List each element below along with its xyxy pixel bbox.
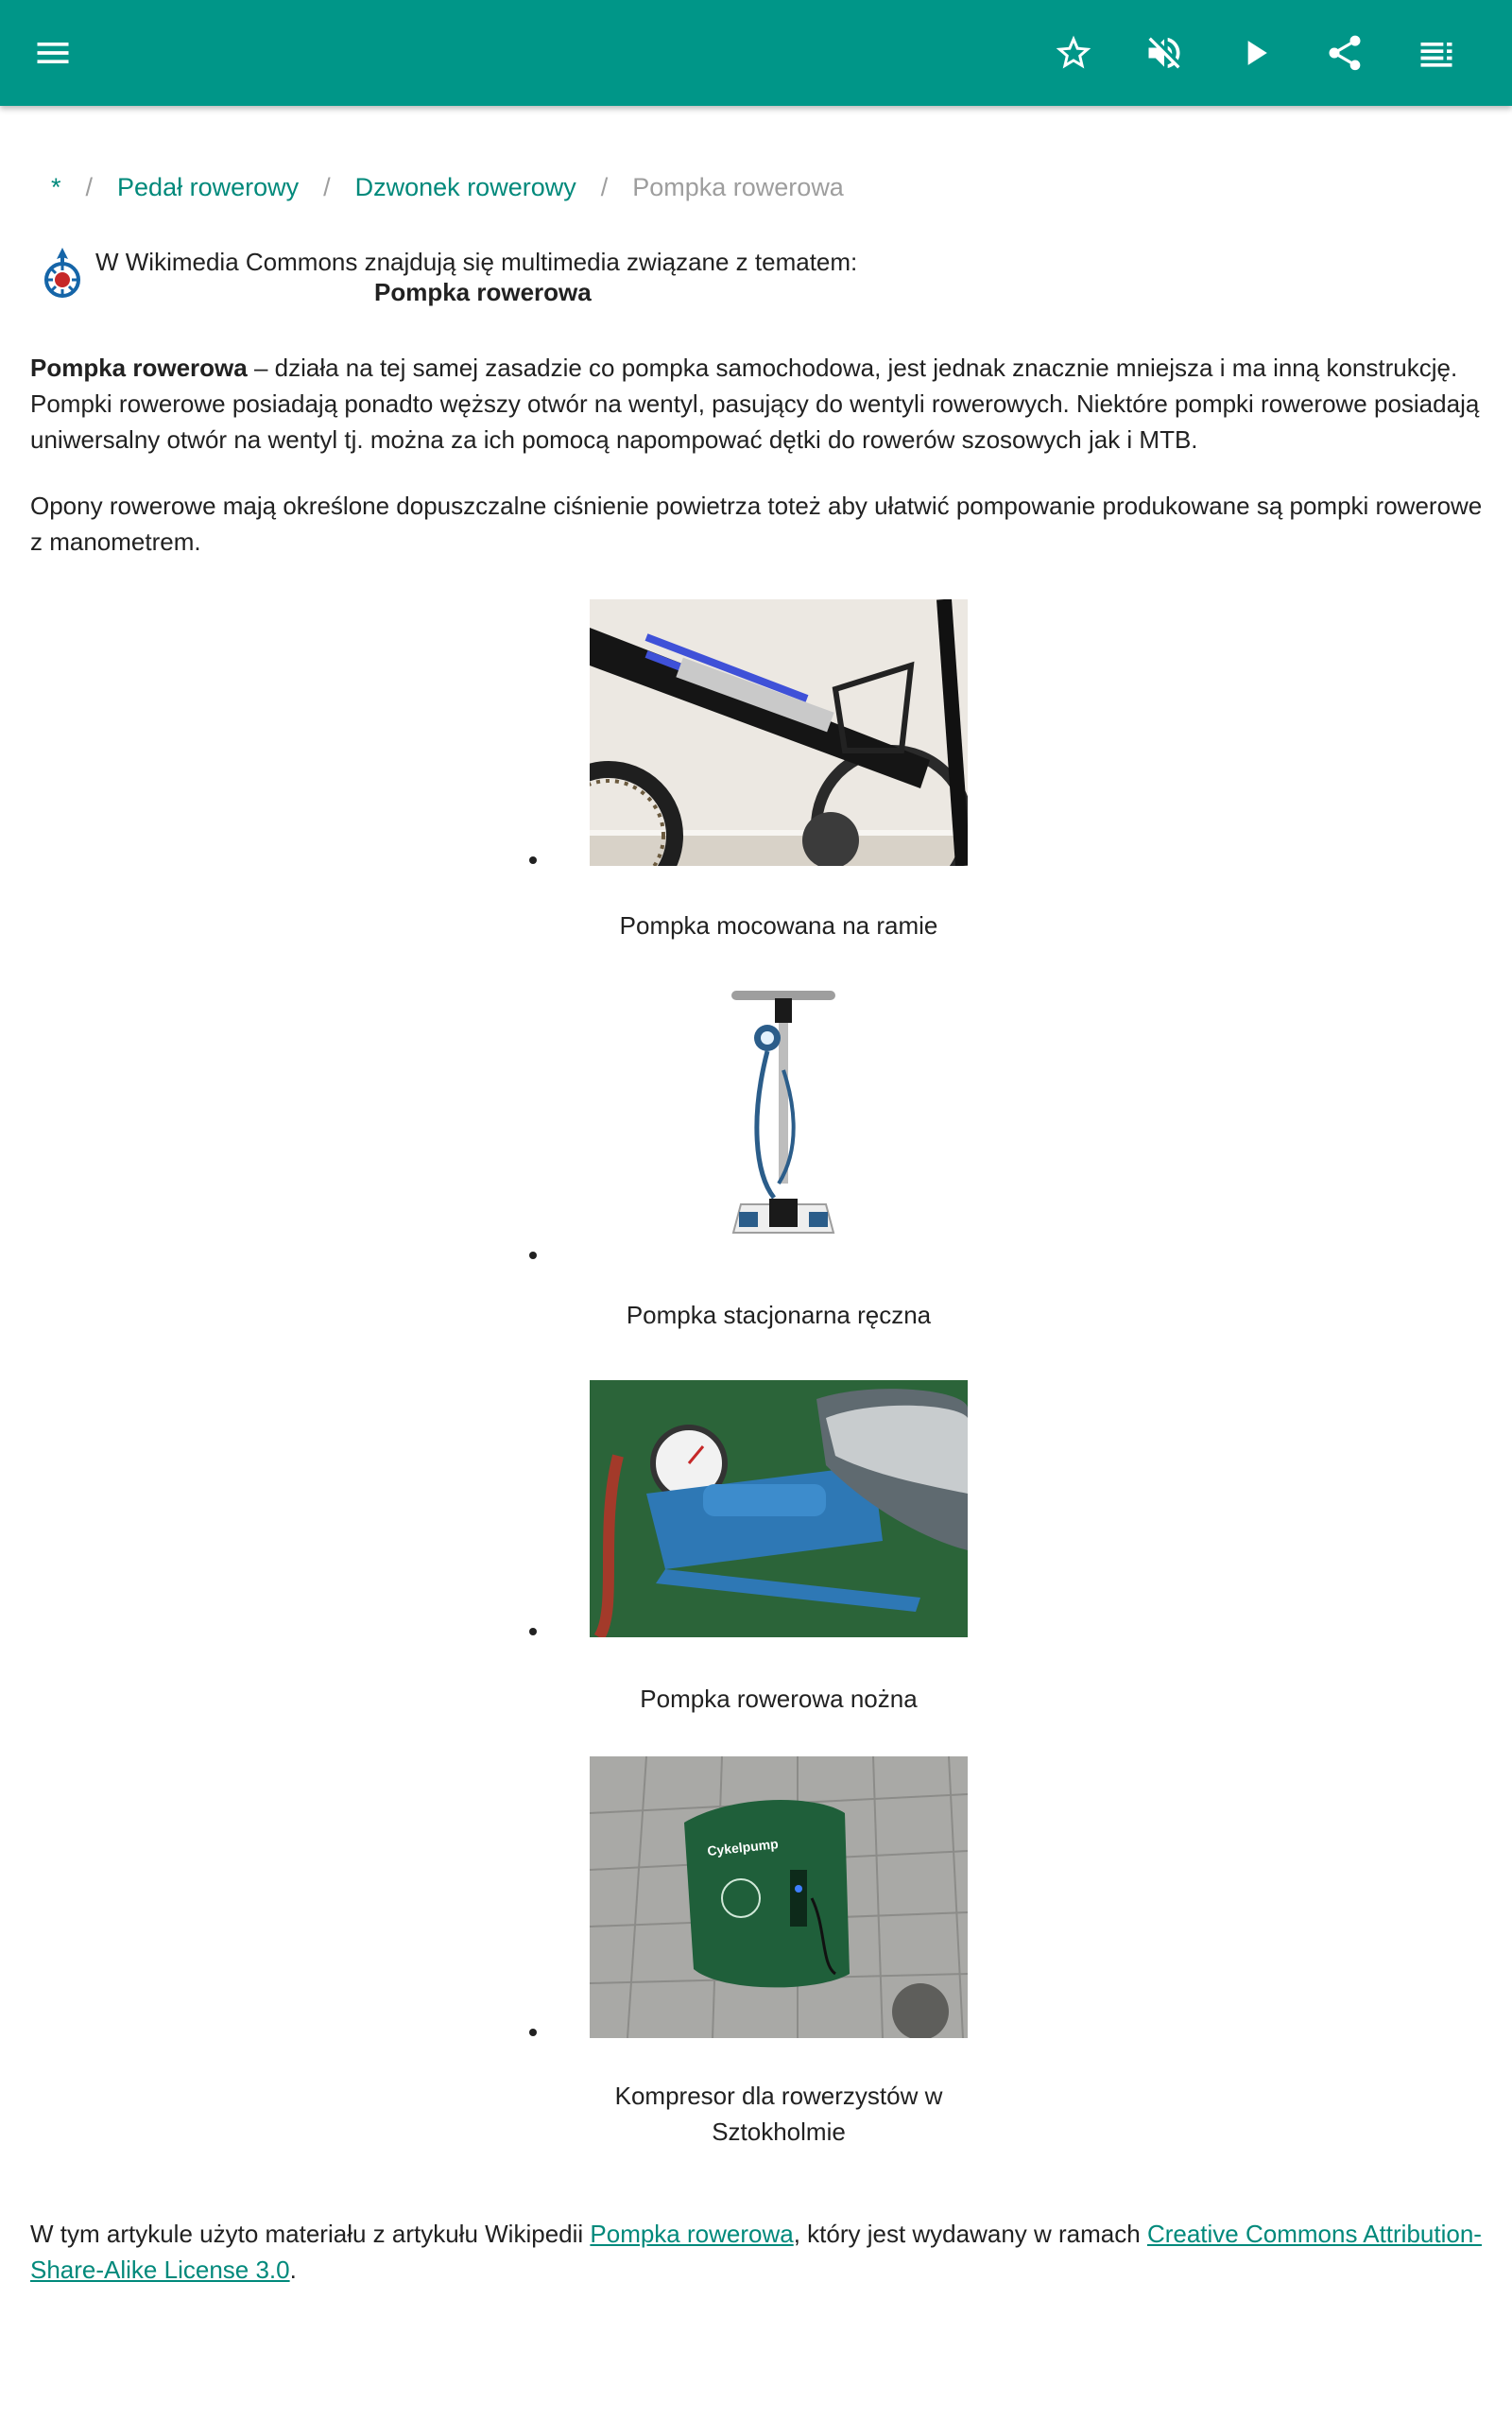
- breadcrumb: [30, 168, 844, 206]
- article-paragraph-1-text: – działa na tej samej zasadzie co pompka samochodowa, jest jednak znacznie mniejsza i ma inną konstrukcję. Pompki rowerowe posiadają ponadto węższy otwór na wentyl, pasujący do wentyli rowerowych. Niektóre pompki rowerowe posiadają uniwersalny otwór na wentyl tj. można za ich pomocą napompować dętki do rowerów szosowych jak i MTB.: [30, 354, 1480, 454]
- svg-text:Cykelpump: Cykelpump: [706, 1836, 780, 1858]
- breadcrumb-link-dzwonek[interactable]: Dzwonek rowerowy: [354, 172, 576, 201]
- play-icon: [1234, 32, 1276, 74]
- breadcrumb-separator: /: [323, 172, 331, 201]
- attribution-paragraph: [30, 2216, 1486, 2288]
- photo-floor-pump[interactable]: [590, 985, 968, 1259]
- gallery-item: [529, 597, 1030, 947]
- wikipedia-article-link[interactable]: Pompka rowerowa: [590, 2220, 794, 2248]
- menu-button[interactable]: [25, 25, 81, 81]
- gallery-item: [529, 985, 1030, 1335]
- photo-compressor-stockholm[interactable]: [590, 1756, 968, 2038]
- gallery-caption: Pompka rowerowa nożna: [640, 1685, 918, 1713]
- playlist-icon: [1416, 32, 1457, 74]
- attribution-prefix: W tym artykule użyto materiału z artykułu Wikipedii: [30, 2220, 591, 2248]
- breadcrumb-link-pedal[interactable]: Pedał rowerowy: [117, 172, 300, 201]
- gallery-item: [529, 1378, 1030, 1728]
- star-outline-icon: [1053, 32, 1094, 74]
- list-bullet: [529, 1252, 537, 1259]
- volume-off-icon: [1143, 32, 1185, 74]
- commons-topic-link[interactable]: Pompka rowerowa: [374, 278, 592, 306]
- article-term: Pompka rowerowa: [30, 354, 248, 382]
- share-button[interactable]: [1316, 25, 1373, 81]
- article-paragraph-2: Opony rowerowe mają określone dopuszczalne ciśnienie powietrza toteż aby ułatwić pompowanie produkowane są pompki rowerowe z manometrem.: [30, 492, 1483, 556]
- commons-text: W Wikimedia Commons znajdują się multimedia związane z tematem:: [95, 248, 858, 276]
- breadcrumb-home-link[interactable]: *: [51, 172, 61, 201]
- wikimedia-commons-logo-icon: [38, 246, 87, 304]
- bookmark-button[interactable]: [1045, 25, 1102, 81]
- breadcrumb-separator: /: [600, 172, 609, 201]
- play-button[interactable]: [1227, 25, 1283, 81]
- commons-box: [38, 244, 888, 310]
- share-icon: [1324, 32, 1366, 74]
- gallery-caption: Pompka stacjonarna ręczna: [626, 1301, 932, 1329]
- gallery-item: [529, 1754, 1030, 2152]
- breadcrumb-separator: /: [85, 172, 94, 201]
- table-of-contents-button[interactable]: [1408, 25, 1465, 81]
- license-link[interactable]: Creative Commons Attribution-Share-Alike License 3.0: [30, 2220, 1482, 2284]
- photo-frame-mounted-pump[interactable]: [590, 599, 968, 866]
- list-bullet: [529, 2029, 537, 2036]
- app-bar: [0, 0, 1512, 106]
- list-bullet: [529, 1628, 537, 1635]
- gallery-caption: Kompresor dla rowerzystów w Sztokholmie: [614, 2082, 943, 2146]
- mute-button[interactable]: [1136, 25, 1193, 81]
- attribution-suffix: .: [289, 2256, 297, 2284]
- menu-icon: [32, 32, 74, 74]
- gallery-caption: Pompka mocowana na ramie: [619, 911, 938, 940]
- breadcrumb-current: Pompka rowerowa: [632, 172, 844, 201]
- list-bullet: [529, 856, 537, 864]
- photo-foot-pump[interactable]: [590, 1380, 968, 1637]
- article-paragraph-1: [30, 350, 1486, 458]
- attribution-middle: , który jest wydawany w ramach: [793, 2220, 1147, 2248]
